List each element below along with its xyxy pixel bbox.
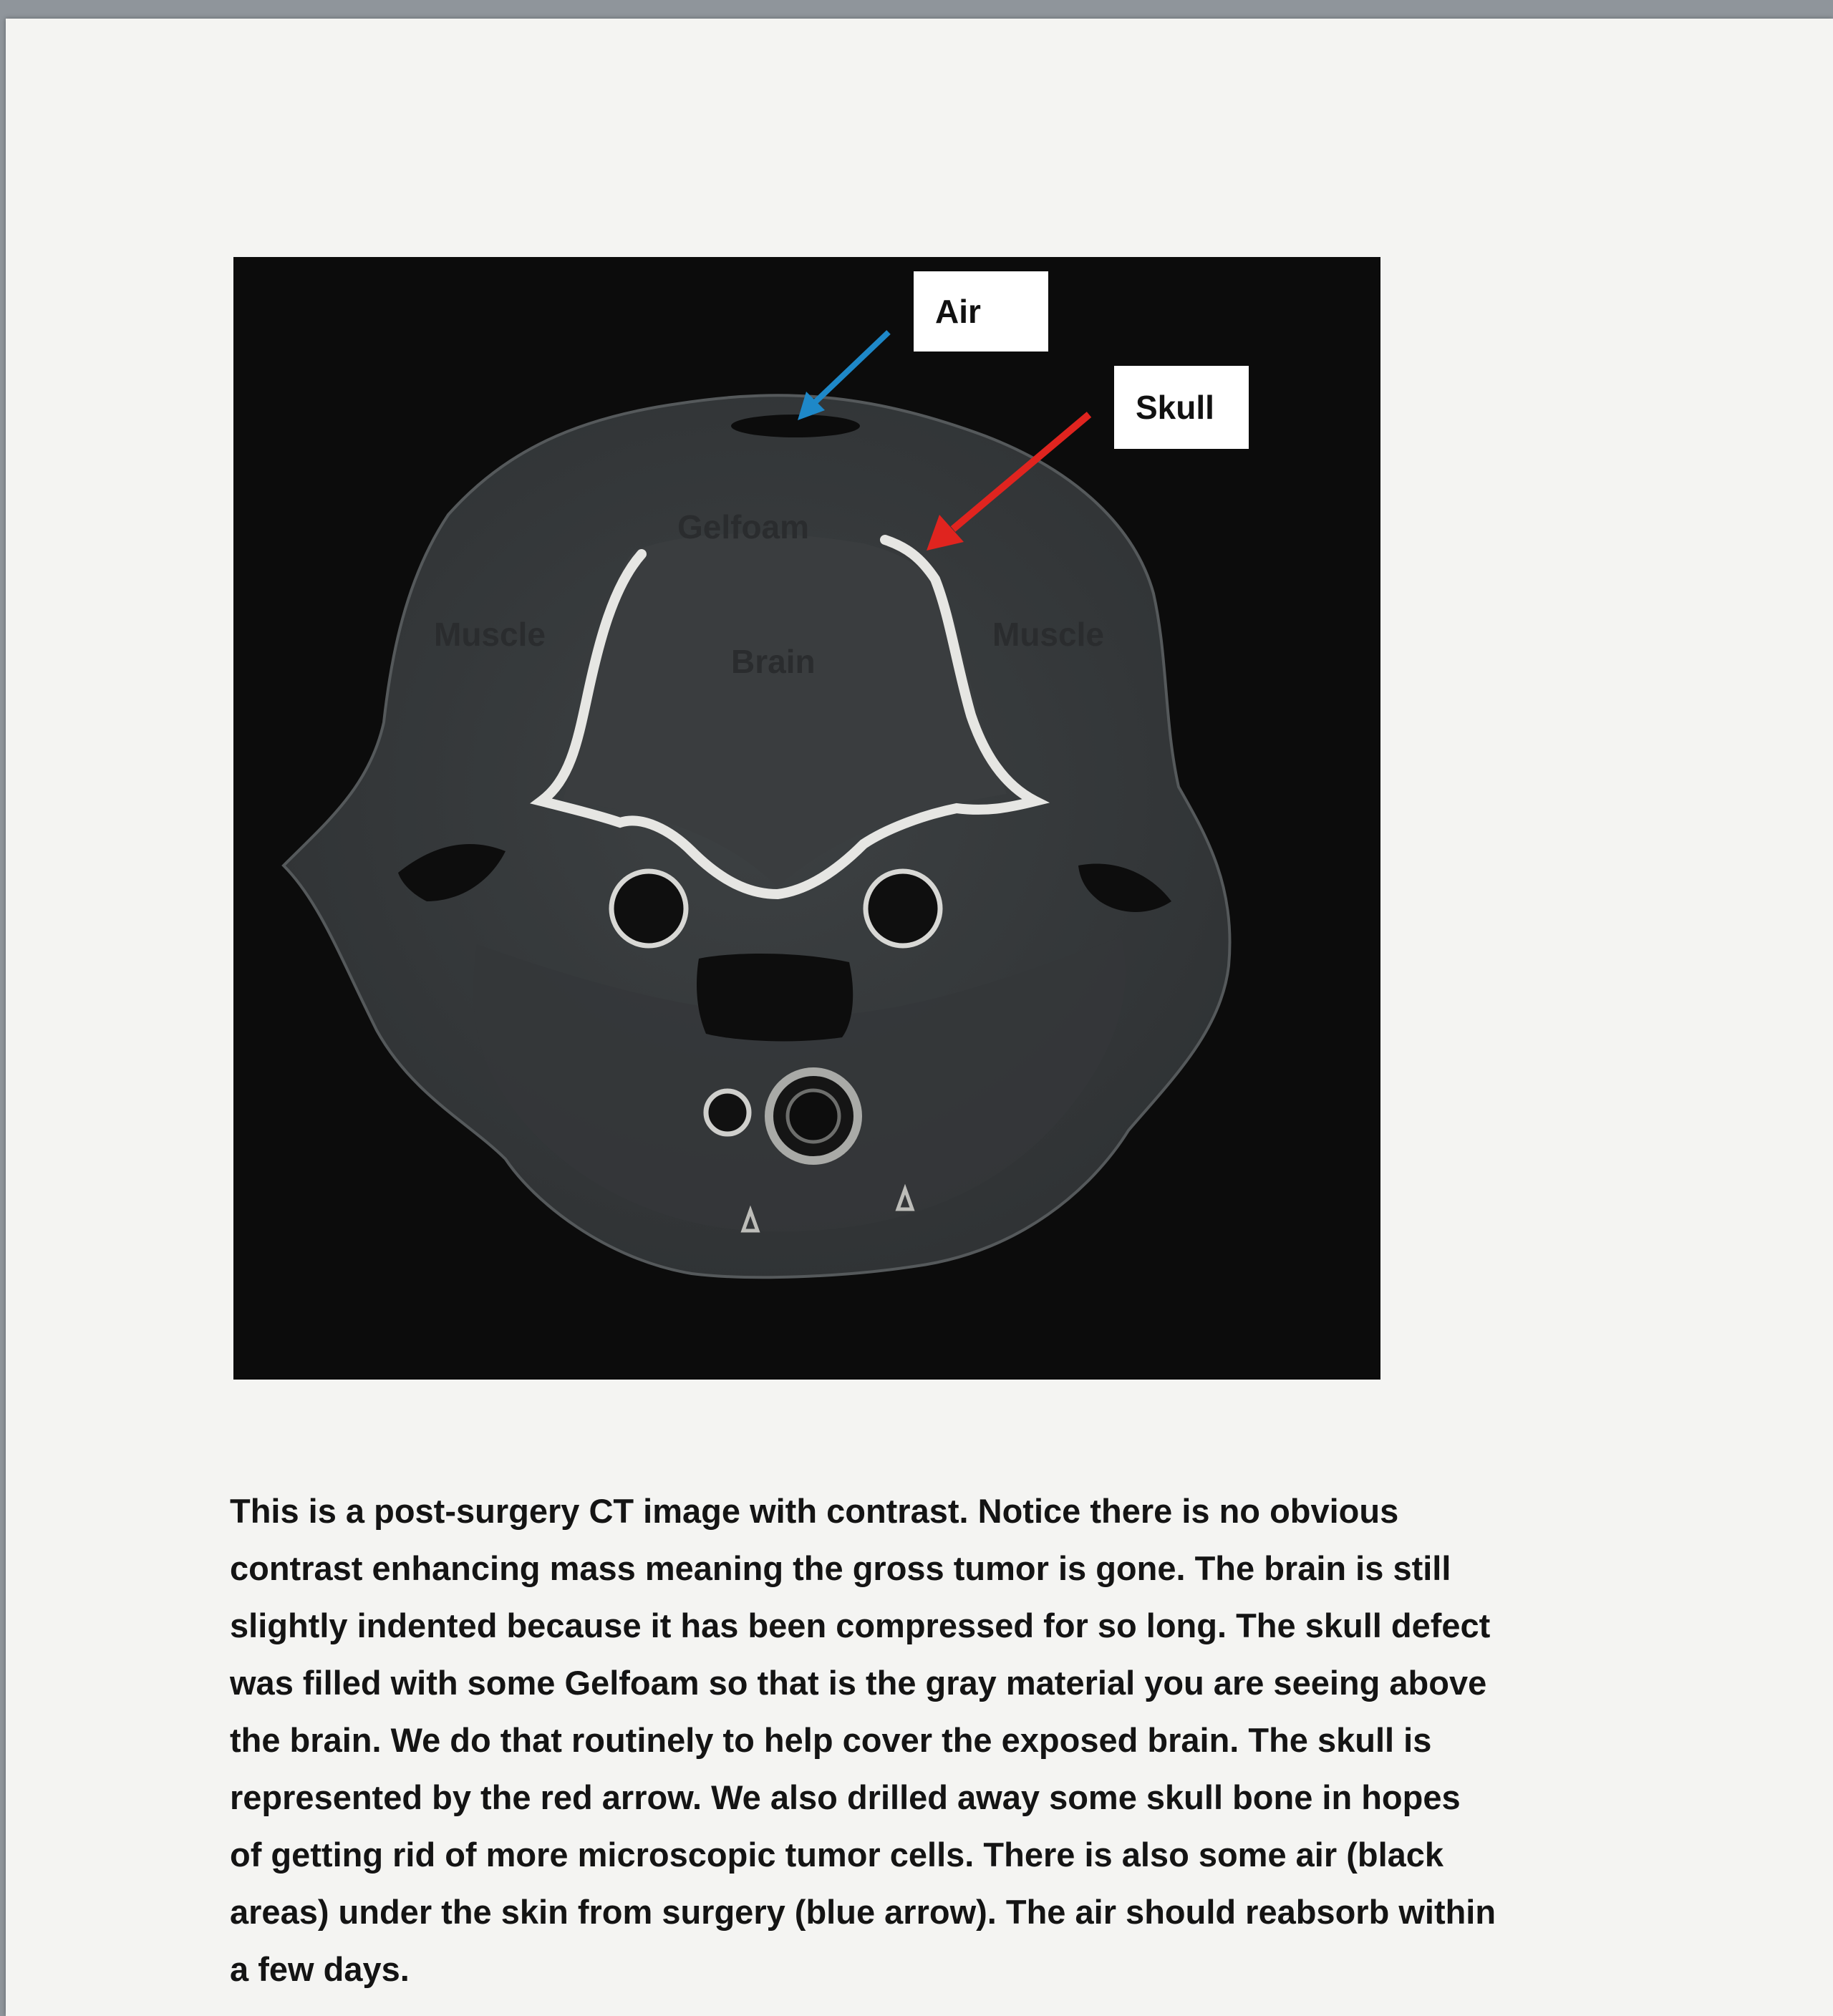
- air-arrow: [813, 332, 889, 404]
- right-bulla: [866, 871, 940, 946]
- pharynx-air: [697, 954, 853, 1041]
- tube-ring: [706, 1091, 749, 1134]
- gelfoam-label: Gelfoam: [677, 508, 810, 546]
- brain-label: Brain: [731, 643, 816, 680]
- air-label-box: Air: [914, 271, 1048, 352]
- muscle-right-label: Muscle: [992, 616, 1104, 653]
- left-bulla: [611, 871, 686, 946]
- muscle-left-label: Muscle: [434, 616, 546, 653]
- skull-label-box: Skull: [1114, 366, 1249, 449]
- scanned-page: [6, 19, 1833, 2016]
- ct-scan-figure: [233, 257, 1380, 1380]
- air-pocket: [731, 415, 860, 437]
- trachea-inner: [788, 1090, 839, 1142]
- figure-caption: This is a post-surgery CT image with contrast. Notice there is no obvious contrast enhancing mass meaning the gross tumor is gone. The brain is still slightly indented because it has been compressed for so long. The skull defect was filled with some Gelfoam so that is the gray material you are seeing above the brain. We do that routinely to help cover the exposed brain. The skull is represented by the red arrow. We also drilled away some skull bone in hopes of getting rid of more microscopic tumor cells. There is also some air (black areas) under the skin from surgery (blue arrow). The air should reabsorb within a few days.: [230, 1492, 1496, 1988]
